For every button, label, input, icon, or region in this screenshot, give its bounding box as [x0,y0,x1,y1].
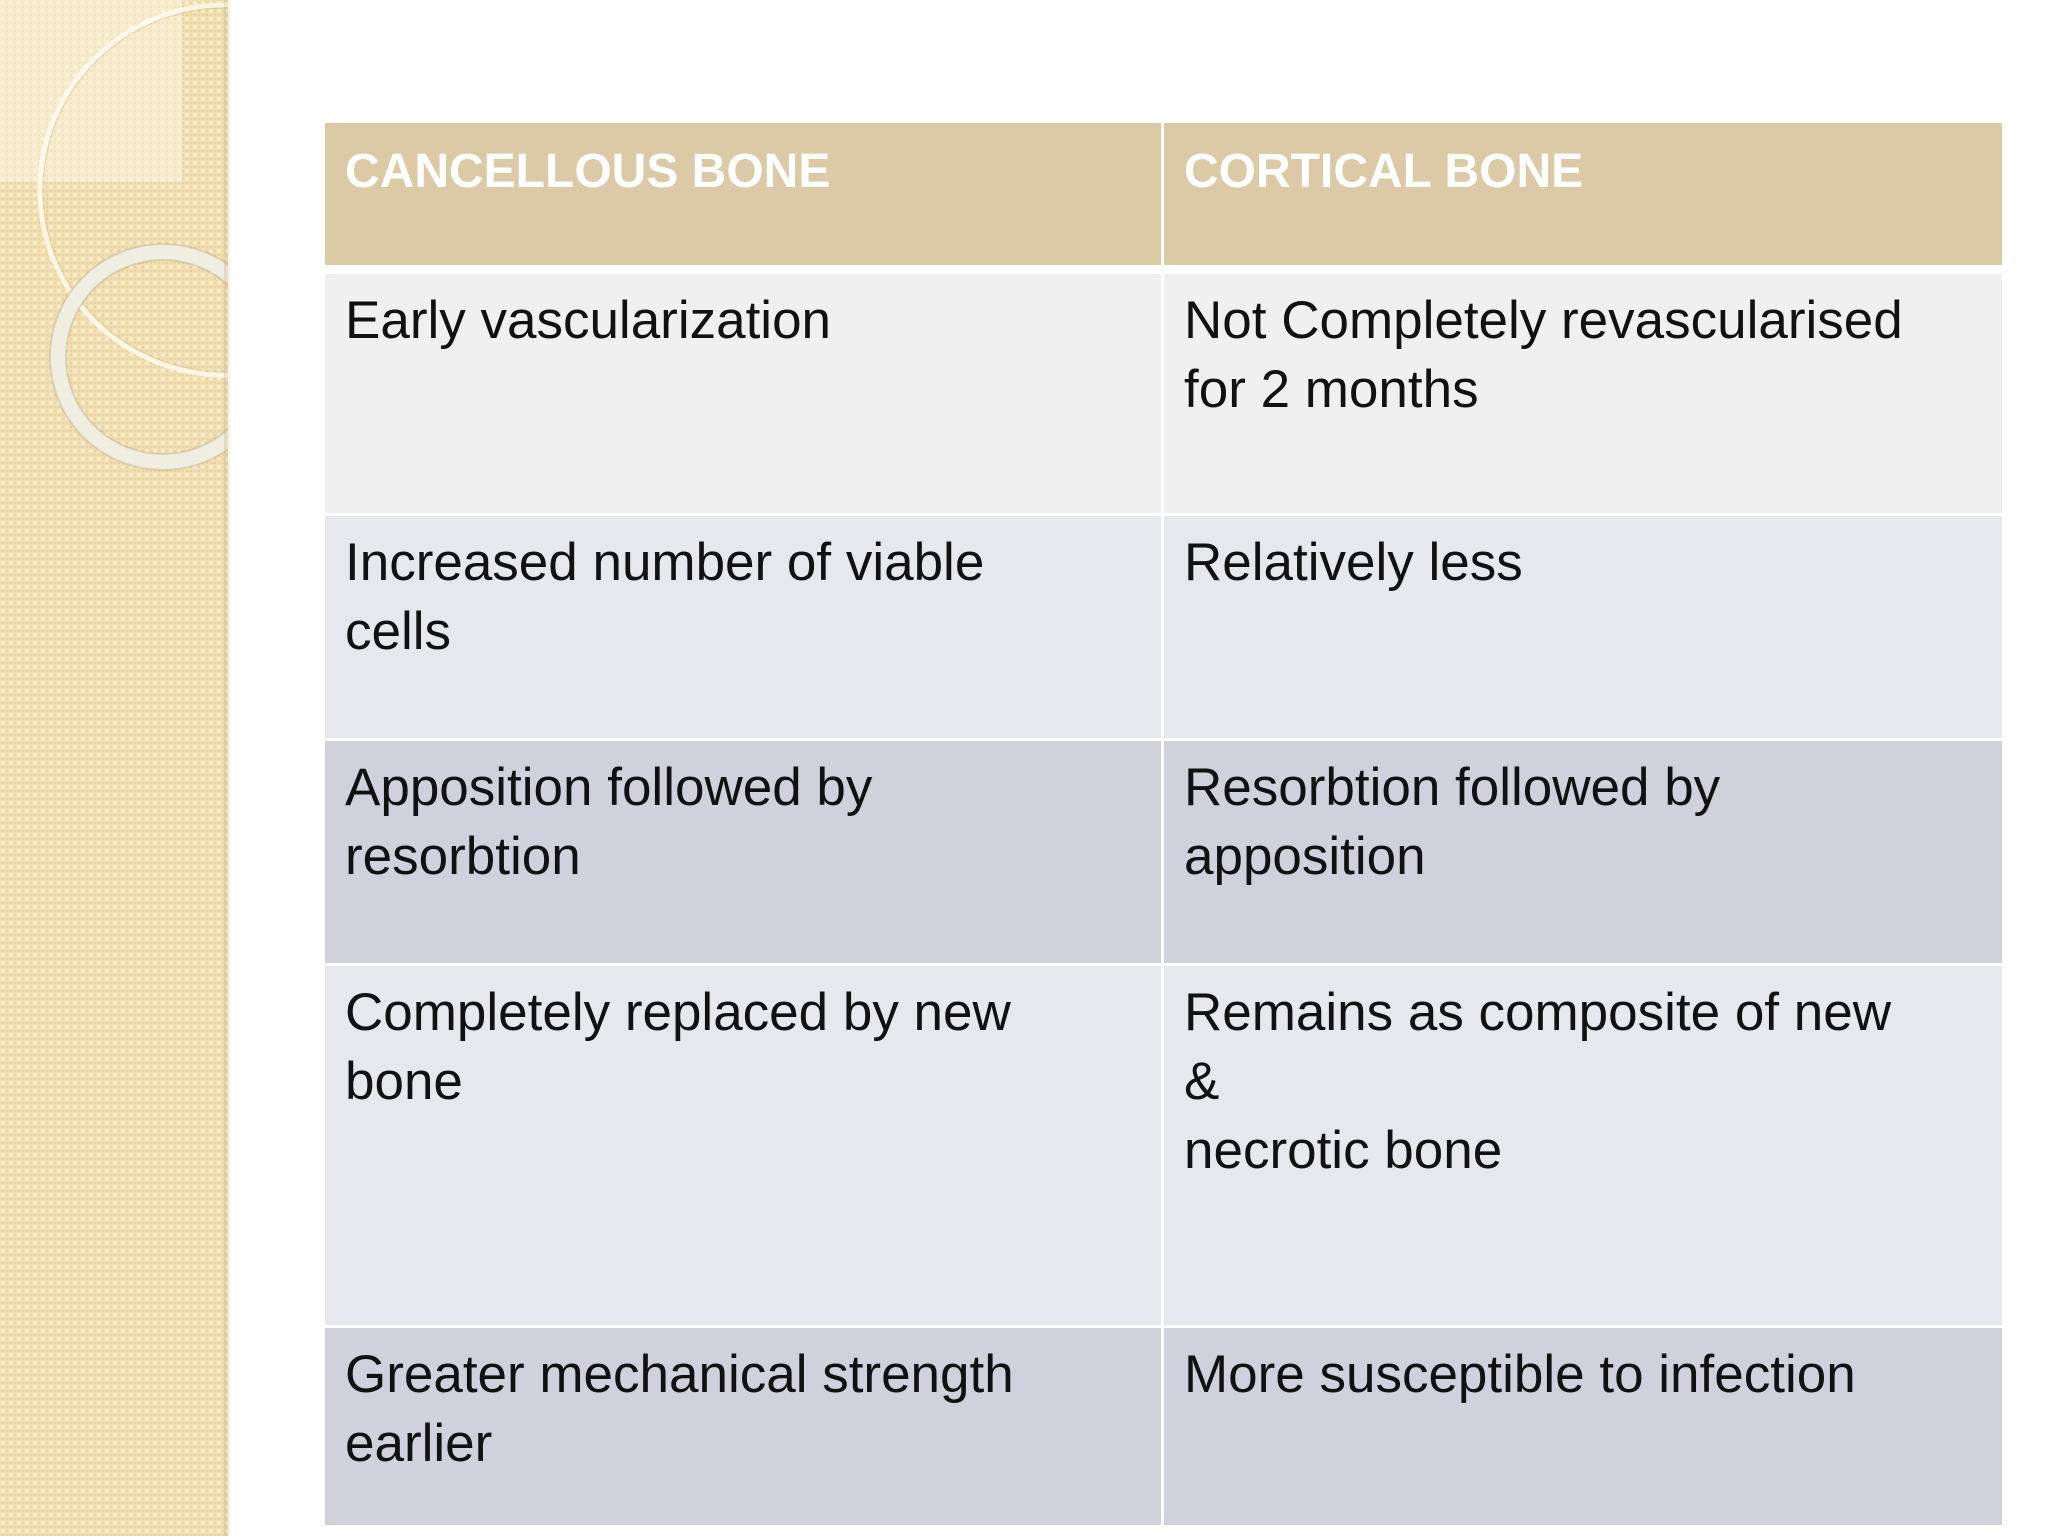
table-row [324,1327,2004,1527]
table-cell-cortical: Remains as composite of new & necrotic bone [1163,965,2004,1327]
header-cancellous-bone: CANCELLOUS BONE [324,122,1163,270]
table-row [324,515,2004,740]
table-cell-cortical: Not Completely revascularised for 2 months [1163,270,2004,515]
header-cortical-bone: CORTICAL BONE [1163,122,2004,270]
table-cell-cortical: More susceptible to infection [1163,1327,2004,1527]
table-row [324,965,2004,1327]
decorative-rings [0,0,228,520]
comparison-table [322,120,2005,1528]
table-header-row [324,122,2004,270]
table-cell-cortical: Resorbtion followed by apposition [1163,740,2004,965]
table-row [324,270,2004,515]
decorative-side-panel [0,0,228,1536]
table-cell-cancellous: Early vascularization [324,270,1163,515]
table-cell-cancellous: Increased number of viable cells [324,515,1163,740]
table-cell-cortical: Relatively less [1163,515,2004,740]
table-cell-cancellous: Completely replaced by new bone [324,965,1163,1327]
table-cell-cancellous: Apposition followed by resorbtion [324,740,1163,965]
table-row [324,740,2004,965]
table-cell-cancellous: Greater mechanical strength earlier [324,1327,1163,1527]
side-panel-shadow [224,0,232,1536]
